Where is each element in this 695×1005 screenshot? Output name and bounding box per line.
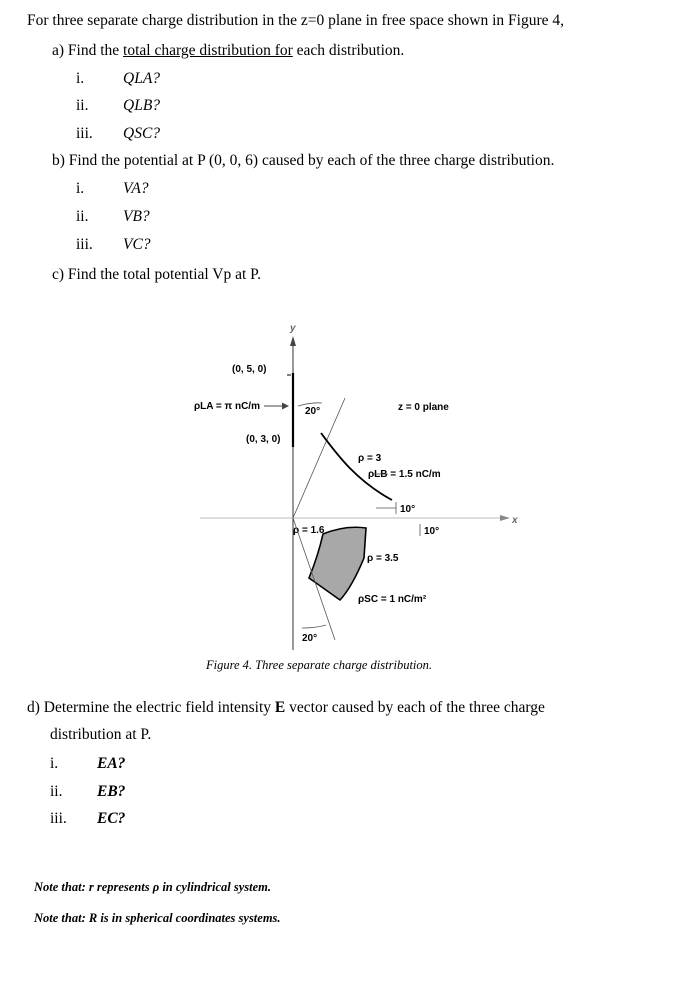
angle-10b-label: 10° bbox=[424, 526, 440, 537]
part-b-item-3-var: VC? bbox=[123, 236, 151, 253]
part-d-text-after: vector caused by each of the three charge bbox=[285, 699, 545, 716]
part-d-label: d) bbox=[27, 699, 40, 716]
part-a-item-1-var: QLA? bbox=[123, 70, 161, 87]
part-d-item-3-var: EC? bbox=[97, 810, 126, 827]
part-b-item-3-num: iii. bbox=[76, 236, 93, 253]
part-a-item-2-var: QLB? bbox=[123, 97, 161, 114]
part-a-text-before: Find the bbox=[67, 42, 124, 59]
part-a bbox=[52, 42, 404, 60]
part-d-text-bold: E bbox=[274, 699, 286, 716]
part-a-item-3-var: QSC? bbox=[123, 125, 161, 142]
part-c bbox=[52, 266, 261, 284]
part-d-item-1-num: i. bbox=[50, 755, 59, 772]
rho16-label: ρ = 1.6 bbox=[293, 525, 325, 536]
rho-lb-label: ρLB = 1.5 nC/m bbox=[368, 469, 441, 480]
part-d-text-before: Determine the electric field intensity bbox=[43, 699, 275, 716]
part-b-item-2-num: ii. bbox=[76, 208, 89, 225]
note-2: Note that: R is in spherical coordinates systems. bbox=[34, 911, 281, 925]
part-d-item-3-num: iii. bbox=[50, 810, 67, 827]
part-d-line2: distribution at P. bbox=[50, 726, 152, 743]
part-b-item-1-num: i. bbox=[76, 180, 85, 197]
part-d-item-1-var: EA? bbox=[97, 755, 126, 772]
part-b bbox=[52, 152, 554, 170]
rho3-label: ρ = 3 bbox=[358, 453, 382, 464]
note-1: Note that: r represents ρ in cylindrical system. bbox=[34, 880, 271, 894]
part-b-item-2-var: VB? bbox=[123, 208, 150, 225]
line-charge-b-arc bbox=[321, 433, 392, 500]
part-a-label: a) bbox=[52, 42, 65, 59]
part-a-text-after: each distribution. bbox=[292, 42, 405, 59]
y-axis-arrow-icon bbox=[290, 336, 296, 346]
x-axis-label: x bbox=[512, 515, 518, 526]
point-mid-label: (0, 3, 0) bbox=[246, 434, 281, 445]
intro-text: For three separate charge distribution in the z=0 plane in free space shown in Figure 4, bbox=[27, 12, 565, 29]
part-a-item-1-num: i. bbox=[76, 70, 85, 87]
part-c-text: Find the total potential Vp at P. bbox=[67, 266, 261, 283]
angle-bottom-label: 20° bbox=[302, 633, 318, 644]
part-b-item-1-var: VA? bbox=[123, 180, 149, 197]
point-top-label: (0, 5, 0) bbox=[232, 364, 267, 375]
part-b-label: b) bbox=[52, 152, 65, 169]
angle-top-label: 20° bbox=[305, 406, 321, 417]
x-axis-arrow-icon bbox=[500, 515, 510, 521]
part-a-item-2-num: ii. bbox=[76, 97, 89, 114]
rho-la-label: ρLA = π nC/m bbox=[194, 401, 260, 412]
part-d-line1 bbox=[27, 699, 545, 717]
part-b-text: Find the potential at P (0, 0, 6) caused by each of the three charge distribution. bbox=[68, 152, 555, 169]
angle-10a-label: 10° bbox=[400, 504, 416, 515]
part-a-item-3-num: iii. bbox=[76, 125, 93, 142]
rho-sc-label: ρSC = 1 nC/m² bbox=[358, 594, 427, 605]
figure-4-diagram bbox=[0, 318, 695, 663]
part-a-text-underlined: total charge distribution for bbox=[123, 42, 293, 59]
figure-caption: Figure 4. Three separate charge distribution. bbox=[206, 658, 433, 672]
y-axis-label: y bbox=[290, 323, 296, 334]
plane-label: z = 0 plane bbox=[398, 402, 449, 413]
part-c-label: c) bbox=[52, 266, 65, 283]
part-d-item-2-num: ii. bbox=[50, 783, 63, 800]
rho35-label: ρ = 3.5 bbox=[367, 553, 399, 564]
part-d-item-2-var: EB? bbox=[97, 783, 126, 800]
